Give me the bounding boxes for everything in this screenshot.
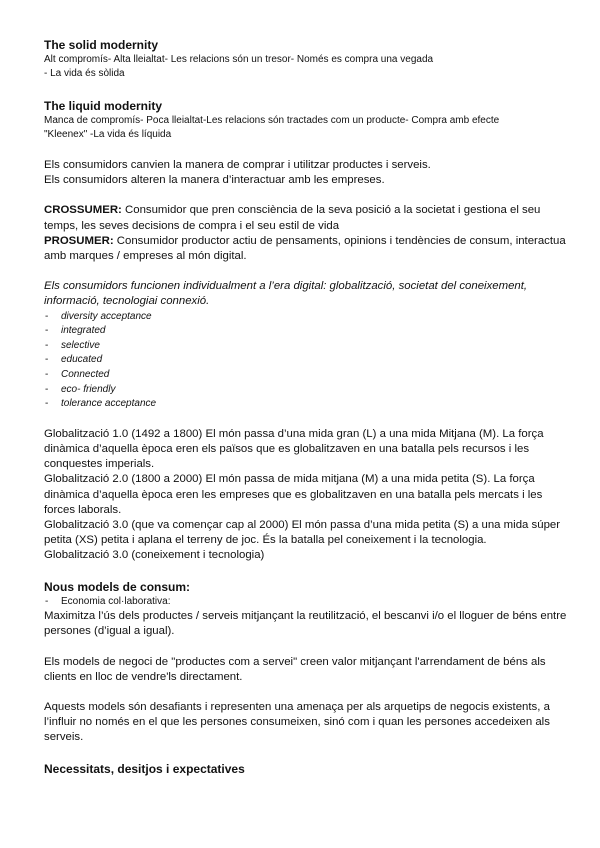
- list-item: - Economia col·laborativa:: [44, 595, 572, 610]
- globalization-3: Globalització 3.0 (que va començar cap al 2000) El món passa d’una mida petita (S) a una mida súper petita (XS) petita i aplana el terreny de joc. És la batalla pel coneixement i la tecnologia.: [44, 519, 561, 547]
- liquid-modernity-line-2: "Kleenex" -La vida és líquida: [44, 129, 172, 140]
- solid-modernity-heading: The solid modernity: [44, 38, 159, 52]
- list-item: - eco- friendly: [44, 383, 572, 398]
- crossumer-definition: [44, 203, 572, 233]
- globalization-2: Globalització 2.0 (1800 a 2000) El món passa de mida mitjana (M) a una mida petita (S). La força dinàmica d’aquella època eren les empreses que es globalitzaven en una batalla pels mercats i les forces laborals.: [44, 473, 543, 516]
- digital-era-intro: Els consumidors funcionen individualment a l’era digital: globalització, societat del coneixement, informació, tecnologiai connexió.: [44, 280, 528, 308]
- list-item: - selective: [44, 339, 572, 354]
- models-paragraph-3: Aquests models són desafiants i representen una amenaça per als arquetips de negocis existents, a l’influir no només en el que les persones consumeixen, sinó com i quan les persones accedeixen als serveis.: [44, 701, 550, 744]
- list-item: - tolerance acceptance: [44, 397, 572, 412]
- models-list: [44, 595, 572, 610]
- needs-heading: Necessitats, desitjos i expectatives: [44, 761, 245, 776]
- intro-line-2: Els consumidors alteren la manera d’interactuar amb les empreses.: [44, 174, 385, 187]
- crossumer-term: CROSSUMER:: [44, 204, 122, 217]
- models-paragraph-2: Els models de negoci de "productes com a servei" creen valor mitjançant l'arrendament de béns als clients en lloc de vendre'ls directament.: [44, 655, 546, 683]
- list-item: - Connected: [44, 368, 572, 383]
- consumer-traits-list: [44, 310, 572, 412]
- liquid-modernity-line-1: Manca de compromís- Poca lleialtat-Les relacions són tractades com un producte- Compra amb efecte: [44, 115, 500, 126]
- intro-line-1: Els consumidors canvien la manera de comprar i utilitzar productes i serveis.: [44, 159, 431, 171]
- solid-modernity-line-2: - La vida és sòlida: [44, 68, 125, 79]
- prosumer-term: PROSUMER:: [44, 234, 114, 247]
- list-item: - diversity acceptance: [44, 310, 572, 325]
- document-page: [44, 38, 572, 777]
- liquid-modernity-heading: The liquid modernity: [44, 99, 163, 113]
- crossumer-text: Consumidor que pren consciència de la seva posició a la societat i gestiona el seu temps, les seves decisions de compra i el seu estil de vida: [44, 204, 541, 232]
- prosumer-definition: [44, 234, 572, 264]
- prosumer-text: Consumidor productor actiu de pensaments, opinions i tendències de consum, interactua amb marques / empreses al món digital.: [44, 234, 566, 263]
- globalization-1: Globalització 1.0 (1492 a 1800) El món passa d’una mida gran (L) a una mida Mitjana (M). La força dinàmica d’aquella època eren els països que es globalitzaven en una batalla pels recursos i les conquestes imperials.: [44, 427, 544, 471]
- solid-modernity-line-1: Alt compromís- Alta lleialtat- Les relacions són un tresor- Només es compra una vegada: [44, 54, 434, 65]
- list-item: - educated: [44, 353, 572, 368]
- globalization-3-summary: Globalització 3.0 (coneixement i tecnologia): [44, 549, 265, 562]
- new-consumption-models-heading: Nous models de consum:: [44, 579, 191, 594]
- models-paragraph-1: Maximitza l’ús dels productes / serveis mitjançant la reutilització, el bescanvi i/o el lloguer de béns entre persones (d’igual a igual).: [44, 610, 567, 638]
- list-item: - integrated: [44, 324, 572, 339]
